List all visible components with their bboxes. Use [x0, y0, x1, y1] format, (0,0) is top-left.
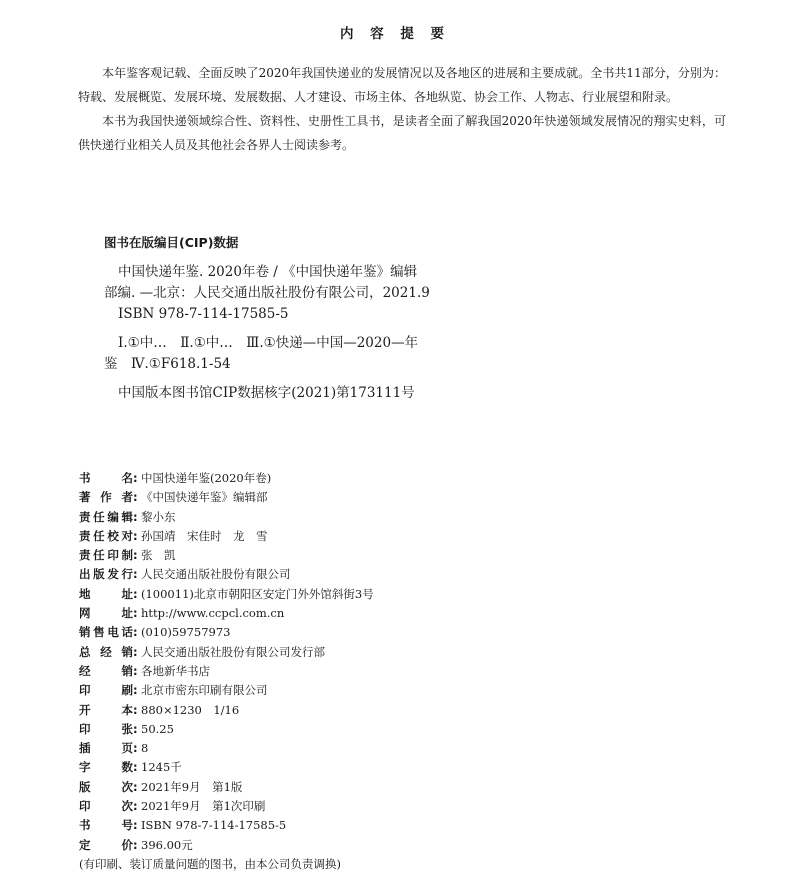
spec-value: 各地新华书店 [141, 663, 210, 678]
spec-label: 地址 [79, 586, 133, 601]
spec-label: 印刷 [79, 683, 133, 698]
spec-row: 印次 : 2021年9月 第1次印刷 [79, 797, 374, 816]
spec-label: 销售电话 [79, 625, 133, 640]
spec-row: 印张 : 50.25 [79, 720, 374, 739]
spec-value: http://www.ccpcl.com.cn [141, 606, 285, 621]
cip-line: 鉴 Ⅳ.①F618.1-54 [104, 356, 231, 372]
cip-heading: 图书在版编目(CIP)数据 [104, 235, 239, 250]
spec-label: 版次 [79, 779, 133, 794]
spec-label: 开本 [79, 702, 133, 717]
spec-row: 网址 : http://www.ccpcl.com.cn [79, 604, 374, 623]
spec-label: 责任编辑 [79, 509, 133, 524]
spec-row: 著作者 : 《中国快递年鉴》编辑部 [79, 488, 374, 507]
cip-data-block [104, 262, 564, 404]
spec-value: 2021年9月 第1次印刷 [141, 799, 266, 814]
spec-row: 总经销 : 人民交通出版社股份有限公司发行部 [79, 643, 374, 662]
spec-row: 出版发行 : 人民交通出版社股份有限公司 [79, 565, 374, 584]
spec-row: 书号 : ISBN 978-7-114-17585-5 [79, 816, 374, 835]
spec-value: (100011)北京市朝阳区安定门外外馆斜街3号 [141, 586, 374, 601]
spec-label: 著作者 [79, 490, 133, 505]
cip-record-number: 中国版本图书馆CIP数据核字(2021)第173111号 [118, 385, 415, 401]
spec-row: 经销 : 各地新华书店 [79, 662, 374, 681]
cip-line: 部编. —北京：人民交通出版社股份有限公司，2021.9 [104, 285, 430, 301]
quality-notice: (有印刷、装订质量问题的图书，由本公司负责调换) [79, 856, 341, 871]
spec-value: 396.00元 [141, 837, 193, 852]
spec-row: 定价 : 396.00元 [79, 836, 374, 855]
spec-label: 经销 [79, 663, 133, 678]
spec-value: 人民交通出版社股份有限公司发行部 [141, 644, 325, 659]
spec-value: 孙国靖 宋佳时 龙 雪 [141, 528, 268, 543]
summary-paragraph-1: 本年鉴客观记载、全面反映了2020年我国快递业的发展情况以及各地区的进展和主要成就。全书共11部分，分别为：特载、发展概览、发展环境、发展数据、人才建设、市场主体、各地纵览、协会工作、人物志、行业展望和附录。 [78, 66, 726, 104]
publication-specs [79, 469, 374, 874]
spec-row: 责任印制 : 张 凯 [79, 546, 374, 565]
spec-value: 《中国快递年鉴》编辑部 [141, 490, 268, 505]
spec-label: 定价 [79, 837, 133, 852]
spec-label: 插页 [79, 741, 133, 756]
spec-label: 书名 [79, 471, 133, 485]
cip-line: Ⅰ.①中… Ⅱ.①中… Ⅲ.①快递—中国—2020—年 [118, 335, 419, 351]
cip-line: 中国快递年鉴. 2020年卷 / 《中国快递年鉴》编辑 [118, 264, 418, 280]
spec-row: 责任校对 : 孙国靖 宋佳时 龙 雪 [79, 527, 374, 546]
spec-row: 印刷 : 北京市密东印刷有限公司 [79, 681, 374, 700]
spec-value: (010)59757973 [141, 625, 231, 640]
spec-row: 地址 : (100011)北京市朝阳区安定门外外馆斜街3号 [79, 585, 374, 604]
spec-label: 书号 [79, 818, 133, 833]
spec-value: 北京市密东印刷有限公司 [141, 683, 268, 698]
spec-row: 字数 : 1245千 [79, 758, 374, 777]
spec-row: 版次 : 2021年9月 第1版 [79, 778, 374, 797]
spec-value: 黎小东 [141, 509, 176, 524]
spec-row: 书名 : 中国快递年鉴(2020年卷) [79, 469, 374, 488]
content-summary [78, 61, 726, 157]
spec-label: 印次 [79, 799, 133, 814]
spec-label: 印张 [79, 721, 133, 736]
spec-label: 字数 [79, 760, 133, 775]
summary-paragraph-2: 本书为我国快递领域综合性、资料性、史册性工具书，是读者全面了解我国2020年快递领域发展情况的翔实史料，可供快递行业相关人员及其他社会各界人士阅读参考。 [78, 114, 726, 152]
spec-row: 责任编辑 : 黎小东 [79, 508, 374, 527]
spec-value: 人民交通出版社股份有限公司 [141, 567, 291, 582]
spec-value: ISBN 978-7-114-17585-5 [141, 818, 287, 833]
spec-value: 中国快递年鉴(2020年卷) [141, 471, 272, 485]
cip-isbn: ISBN 978-7-114-17585-5 [118, 306, 289, 322]
spec-label: 网址 [79, 606, 133, 621]
spec-value: 8 [141, 741, 149, 756]
spec-label: 总经销 [79, 644, 133, 659]
spec-value: 2021年9月 第1版 [141, 779, 243, 794]
spec-row: 插页 : 8 [79, 739, 374, 758]
spec-label: 出版发行 [79, 567, 133, 582]
spec-value: 50.25 [141, 721, 174, 736]
page-title: 内 容 提 要 [339, 26, 451, 42]
spec-row: 开本 : 880×1230 1/16 [79, 701, 374, 720]
spec-value: 张 凯 [141, 548, 176, 563]
spec-label: 责任印制 [79, 548, 133, 563]
spec-value: 880×1230 1/16 [141, 702, 240, 717]
spec-row: 销售电话 : (010)59757973 [79, 623, 374, 642]
spec-value: 1245千 [141, 760, 182, 775]
spec-label: 责任校对 [79, 528, 133, 543]
